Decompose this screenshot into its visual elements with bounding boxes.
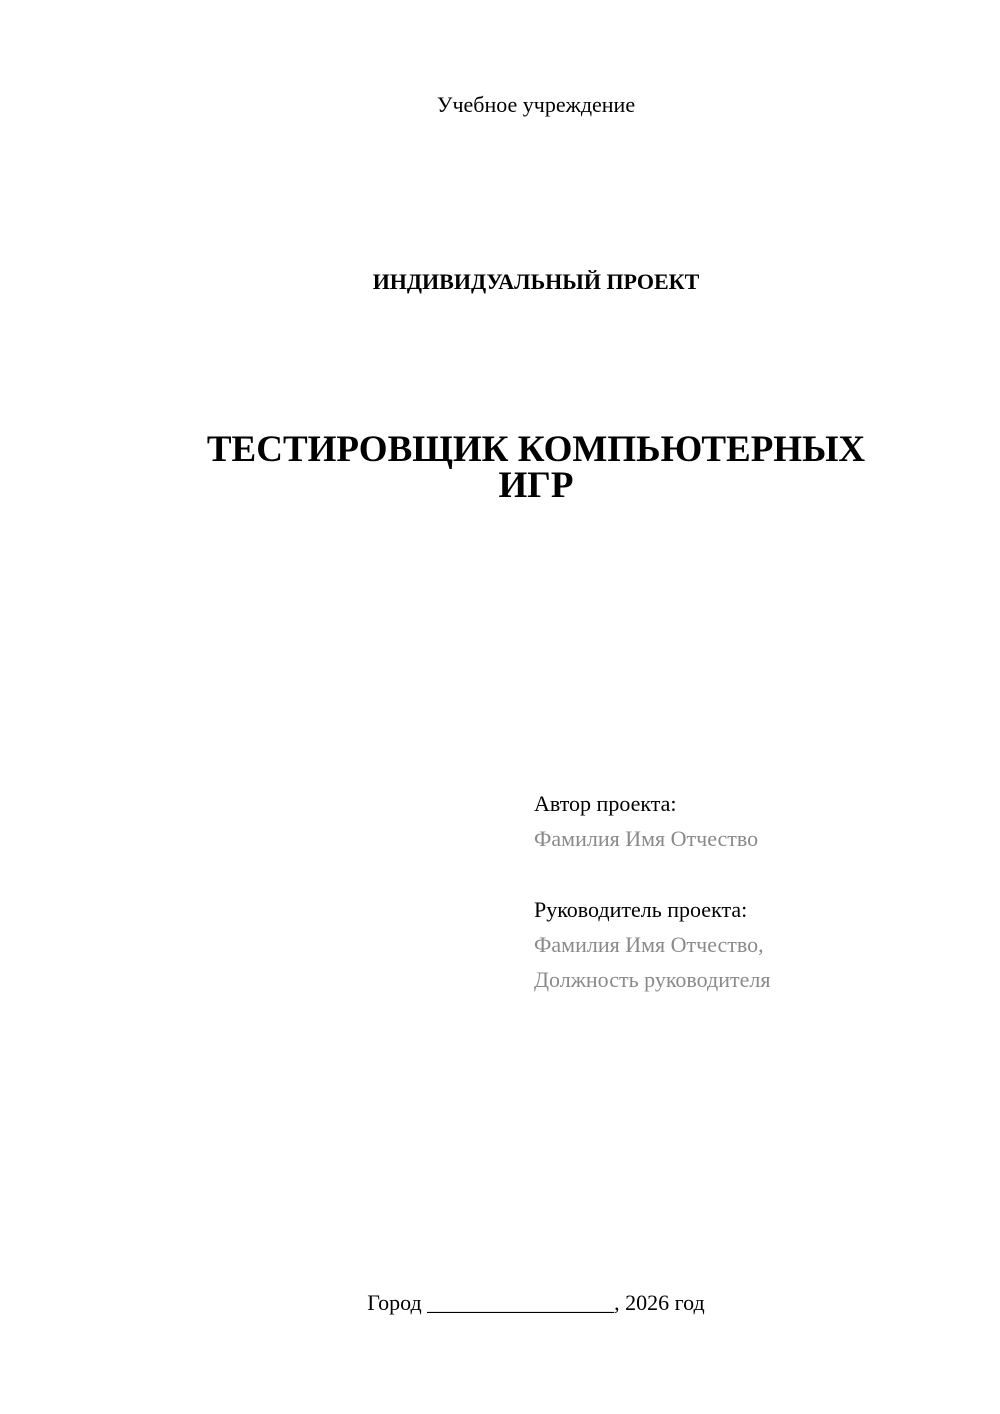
supervisor-name: Фамилия Имя Отчество, [534, 932, 764, 957]
author-info-block [534, 786, 770, 997]
project-title [0, 429, 1000, 506]
spacer [534, 856, 770, 892]
project-title-line-1: ТЕСТИРОВЩИК КОМПЬЮТЕРНЫХ [206, 429, 866, 470]
footer-year: , 2026 год [614, 1290, 705, 1315]
author-name: Фамилия Имя Отчество [534, 826, 759, 851]
project-type-heading: ИНДИВИДУАЛЬНЫЙ ПРОЕКТ [372, 269, 700, 294]
author-label: Автор проекта: [534, 791, 677, 816]
footer-city: Город [367, 1290, 422, 1315]
project-title-line-2: ИГР [498, 465, 574, 506]
footer-blank-line: _________________ [427, 1290, 615, 1315]
footer-city-year [0, 1288, 1000, 1318]
supervisor-position: Должность руководителя [534, 967, 771, 992]
supervisor-label: Руководитель проекта: [534, 897, 748, 922]
institution-name: Учебное учреждение [436, 92, 636, 117]
